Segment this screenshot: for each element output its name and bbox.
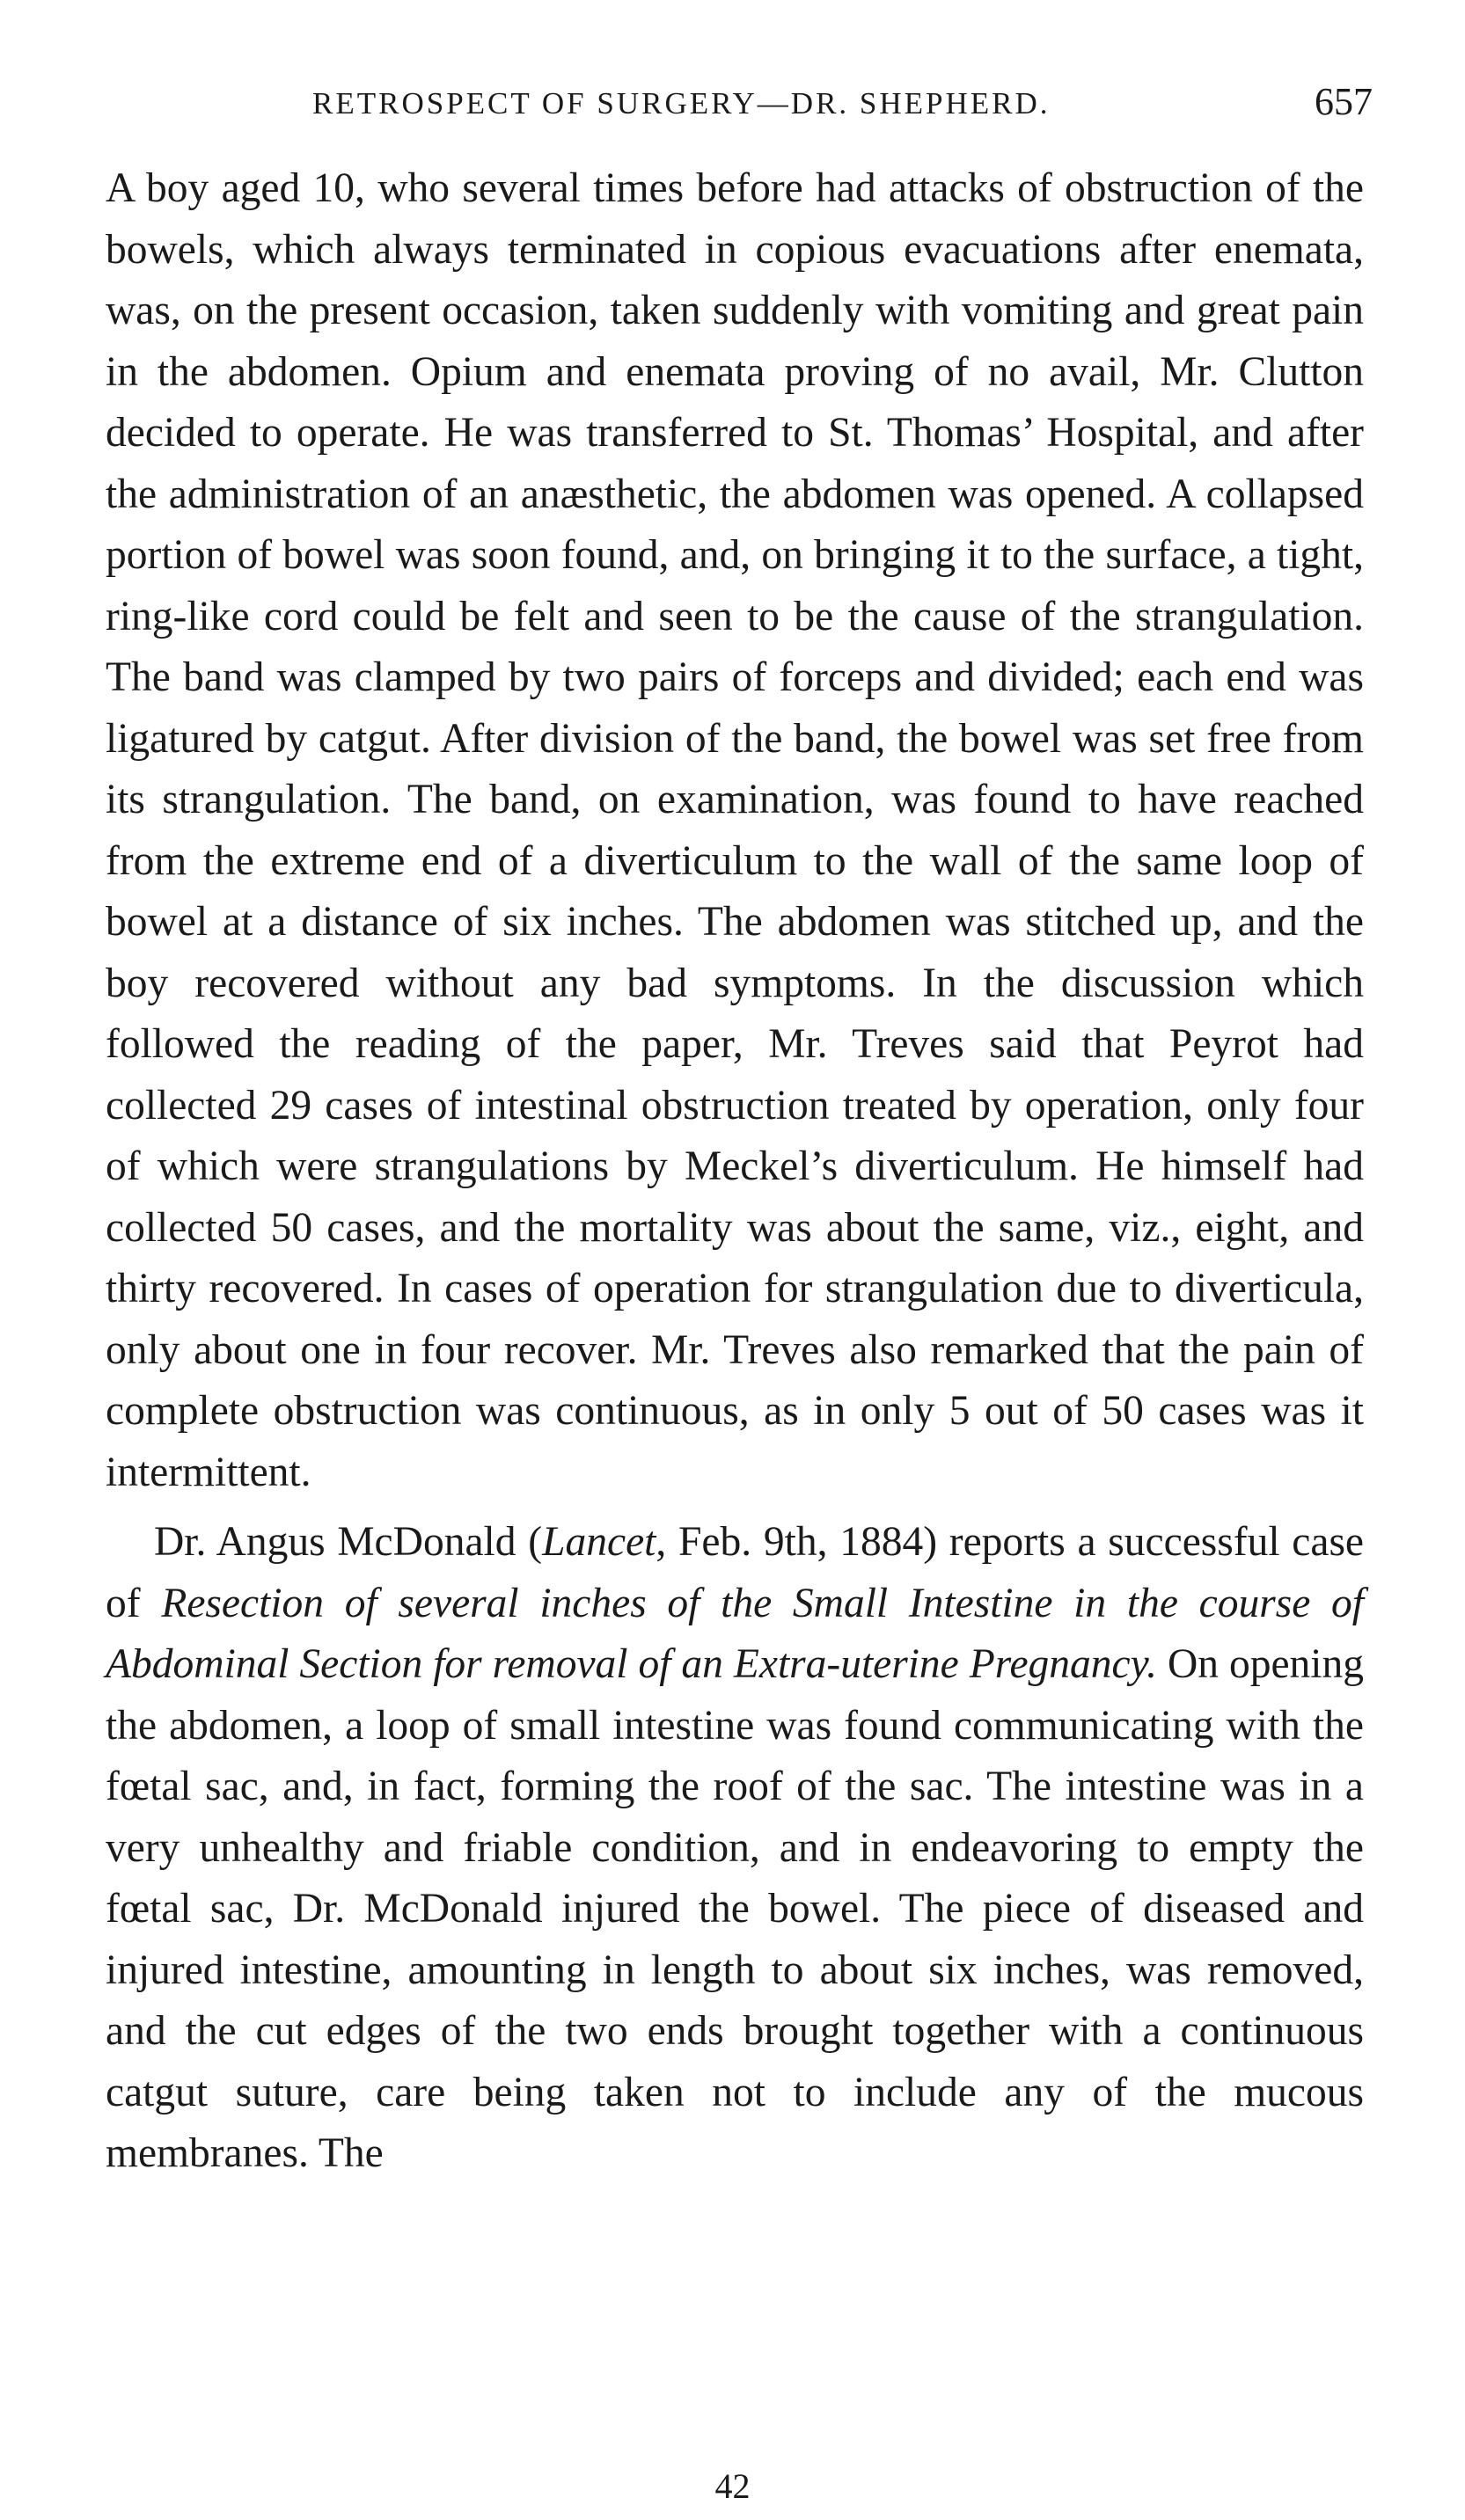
- paragraph-rest: On opening the abdomen, a loop of small intestine was found communicating with the fœtal sac, and, in fact, forming the roof of the sac. The intestine was in a very unhealthy and friable condition, and in endeavoring to empty the fœtal sac, Dr. McDonald injured the bowel. The piece of diseased and injured intestine, amounting in length to about six inches, was removed, and the cut edges of the two ends brought together with a continuous catgut suture, care being taken not to include any of the mucous membranes. The: [106, 1641, 1364, 2176]
- page-header: [312, 80, 1373, 139]
- article-title: Resection of several inches of the Small Intestine in the course of Abdominal Section for removal of an Extra-uterine Pregnancy.: [106, 1580, 1364, 1687]
- paragraph-mcdonald-case: [106, 1512, 1364, 2185]
- signature-mark: 42: [714, 2466, 751, 2506]
- paragraph-clutton-case: [106, 158, 1364, 1503]
- paragraph-text: A boy aged 10, who several times before had attacks of obstruction of the bowels, which always terminated in copious evacuations after enemata, was, on the present occasion, taken suddenly with vomiting and great pain in the abdomen. Opium and enemata proving of no avail, Mr. Clutton decided to operate. He was transferred to St. Thomas’ Hospital, and after the administration of an anæsthetic, the abdomen was opened. A collapsed portion of bowel was soon found, and, on bringing it to the surface, a tight, ring-like cord could be felt and seen to be the cause of the strangulation. The band was clamped by two pairs of forceps and divided; each end was ligatured by catgut. After division of the band, the bowel was set free from its strangulation. The band, on examination, was found to have reached from the extreme end of a diverticulum to the wall of the same loop of bowel at a distance of six inches. The abdomen was stitched up, and the boy recovered without any bad symptoms. In the discussion which followed the reading of the paper, Mr. Treves said that Peyrot had collected 29 cases of intestinal obstruction treated by operation, only four of which were strangulations by Meckel’s diverticulum. He himself had collected 50 cases, and the mortality was about the same, viz., eight, and thirty recovered. In cases of operation for strangulation due to diverticula, only about one in four recover. Mr. Treves also remarked that the pain of complete obstruction was continuous, as in only 5 out of 50 cases was it intermittent.: [106, 165, 1364, 1495]
- journal-name: Lancet: [542, 1519, 656, 1565]
- paragraph-lead: Dr. Angus McDonald (: [154, 1519, 543, 1565]
- body-text: [106, 158, 1364, 2185]
- citation-date: , Feb. 9th, 1884) reports a successful case of: [106, 1519, 1365, 1626]
- running-head: RETROSPECT OF SURGERY—DR. SHEPHERD.: [312, 86, 1051, 121]
- page-number: 657: [1315, 80, 1373, 123]
